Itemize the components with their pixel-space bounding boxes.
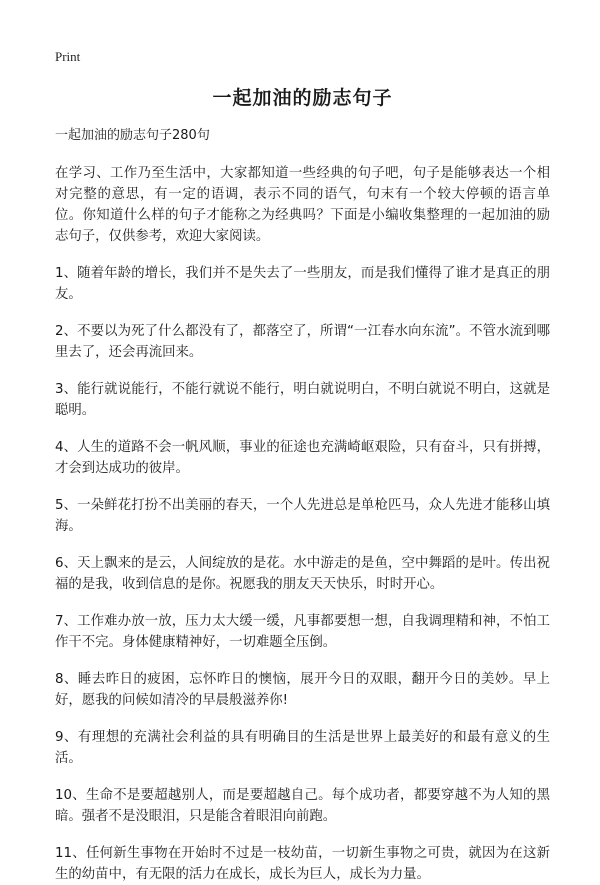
document-subtitle: 一起加油的励志句子280句	[55, 128, 210, 143]
quote-item: 9、有理想的充满社会利益的具有明确目的生活是世界上最美好的和最有意义的生活。	[55, 730, 550, 766]
quote-item: 8、睡去昨日的疲困，忘怀昨日的懊恼，展开今日的双眼，翻开今日的美妙。早上好，愿我的问候如清冷的早晨般滋养你!	[55, 672, 550, 708]
quote-item: 5、一朵鲜花打扮不出美丽的春天，一个人先进总是单枪匹马，众人先进才能移山填海。	[55, 498, 550, 534]
quote-item: 7、工作难办放一放，压力太大缓一缓，凡事都要想一想，自我调理精和神，不怕工作干不完。身体健康精神好，一切难题全压倒。	[55, 614, 550, 650]
quote-item: 4、人生的道路不会一帆风顺，事业的征途也充满崎岖艰险，只有奋斗，只有拼搏，才会到达成功的彼岸。	[55, 440, 550, 476]
page-title: 一起加油的励志句子	[212, 87, 393, 109]
print-link[interactable]: Print	[55, 49, 81, 64]
quote-item: 10、生命不是要超越别人，而是要超越自己。每个成功者，都要穿越不为人知的黑暗。强者不是没眼泪，只是能含着眼泪向前跑。	[55, 788, 550, 824]
intro-paragraph: 在学习、工作乃至生活中，大家都知道一些经典的句子吧，句子是能够表达一个相对完整的意思，有一定的语调，表示不同的语气，句末有一个较大停顿的语言单位。你知道什么样的句子才能称之为经典吗？下面是小编收集整理的一起加油的励志句子，仅供参考，欢迎大家阅读。	[55, 166, 550, 244]
quote-item: 3、能行就说能行，不能行就说不能行，明白就说明白，不明白就说不明白，这就是聪明。	[55, 382, 550, 418]
quote-item: 1、随着年龄的增长，我们并不是失去了一些朋友，而是我们懂得了谁才是真正的朋友。	[55, 266, 550, 302]
quote-item: 2、不要以为死了什么都没有了，都落空了，所谓“一江春水向东流”。不管水流到哪里去了，还会再流回来。	[55, 324, 550, 360]
quote-item: 11、任何新生事物在开始时不过是一枝幼苗，一切新生事物之可贵，就因为在这新生的幼苗中，有无限的活力在成长，成长为巨人，成长为力量。	[55, 846, 550, 882]
quote-item: 6、天上飘来的是云，人间绽放的是花。水中游走的是鱼，空中舞蹈的是叶。传出祝福的是我，收到信息的是你。祝愿我的朋友天天快乐，时时开心。	[55, 556, 550, 592]
